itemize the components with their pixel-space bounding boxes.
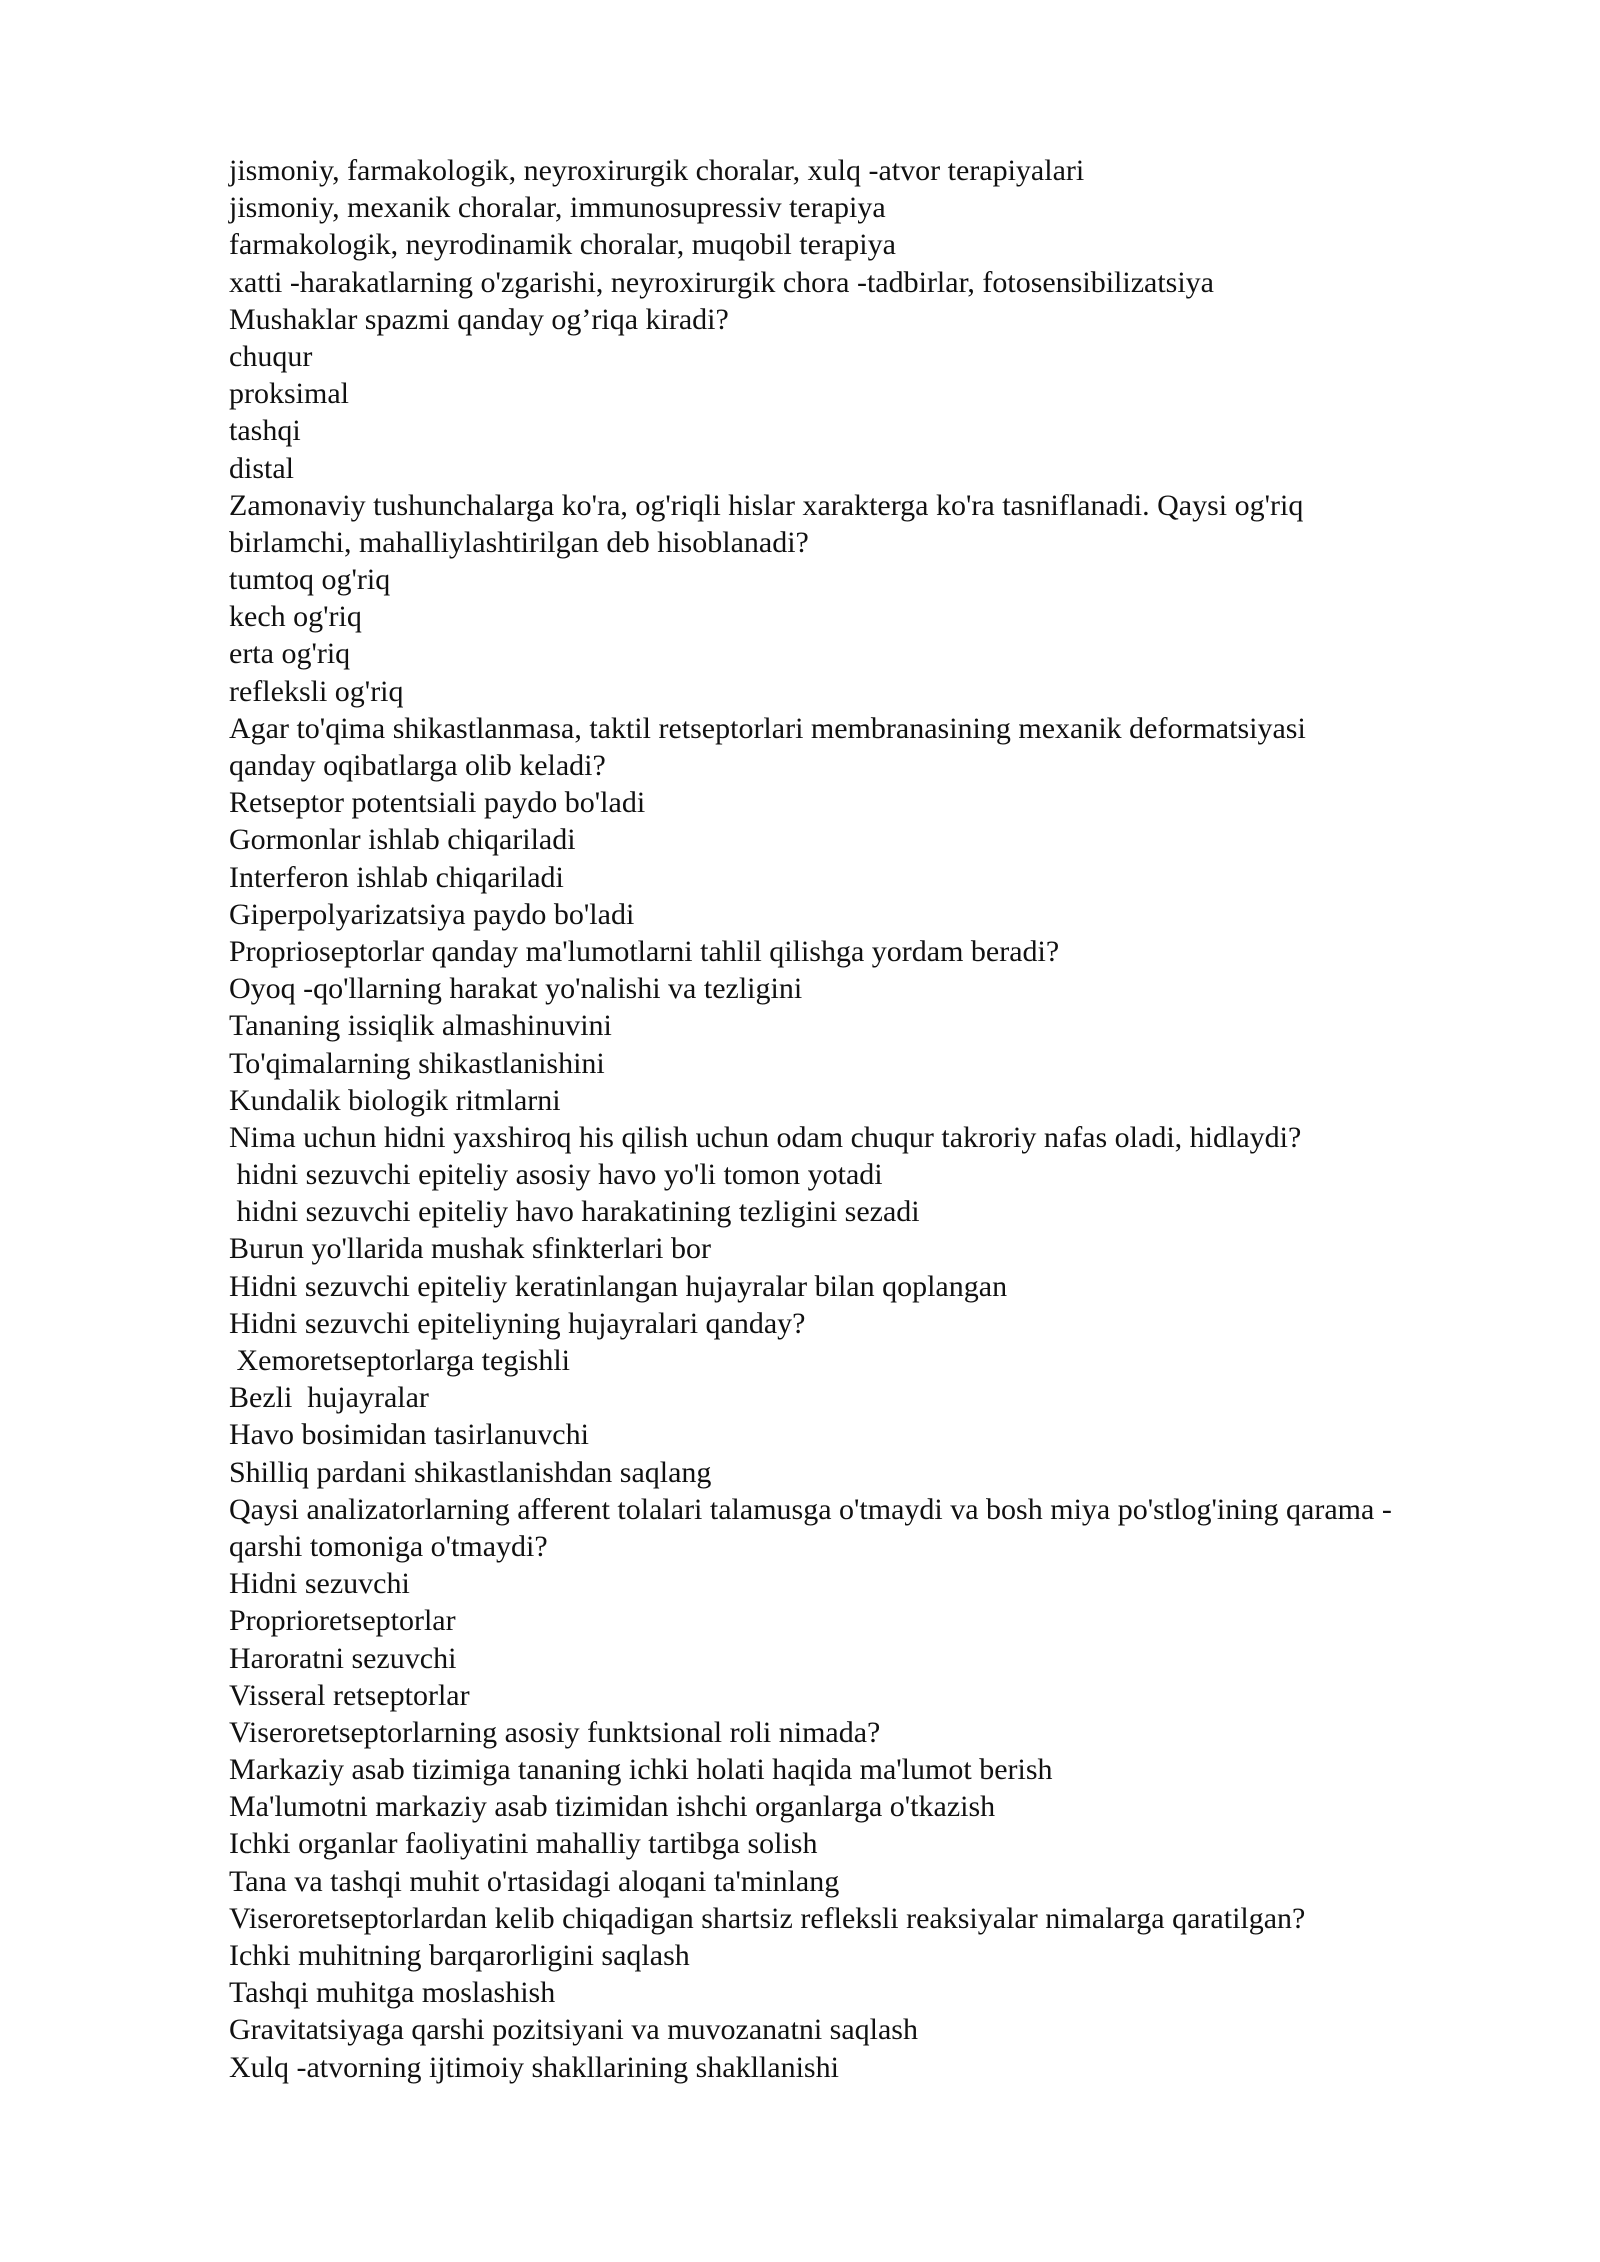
text-line: Retseptor potentsiali paydo bo'ladi [229,786,646,820]
text-line: jismoniy, farmakologik, neyroxirurgik choralar, xulq -atvor terapiyalari [229,154,1085,187]
text-line: Gormonlar ishlab chiqariladi [229,823,576,857]
text-line: Oyoq -qo'llarning harakat yo'nalishi va tezligini [229,972,803,1006]
text-line: Zamonaviy tushunchalarga ko'ra, og'riqli hislar xarakterga ko'ra tasniflanadi. Qaysi og'riq [229,488,1304,522]
text-line: tumtoq og'riq [229,563,391,597]
text-line: distal [229,451,294,485]
text-line: Bezli hujayralar [229,1381,429,1415]
text-line: jismoniy, mexanik choralar, immunosupressiv terapiya [229,191,886,225]
text-line: Markaziy asab tizimiga tananing ichki holati haqida ma'lumot berish [229,1753,1053,1787]
text-line: Viseroretseptorlarning asosiy funktsional roli nimada? [229,1715,881,1749]
text-line: Tashqi muhitga moslashish [229,1976,556,2010]
text-line: kech og'riq [229,600,362,634]
text-line: Havo bosimidan tasirlanuvchi [229,1418,589,1452]
text-line: farmakologik, neyrodinamik choralar, muqobil terapiya [229,228,896,262]
text-line: birlamchi, mahalliylashtirilgan deb hisoblanadi? [229,525,809,559]
text-line: Xulq -atvorning ijtimoiy shakllarining shakllanishi [229,2050,839,2084]
text-line: Ma'lumotni markaziy asab tizimidan ishchi organlarga o'tkazish [229,1790,996,1824]
text-line: Burun yo'llarida mushak sfinkterlari bor [229,1232,711,1266]
text-line: Xemoretseptorlarga tegishli [229,1344,571,1377]
text-line: Qaysi analizatorlarning afferent tolalari talamusga o'tmaydi va bosh miya po'stlog'ining qarama - [229,1492,1392,1526]
text-line: Shilliq pardani shikastlanishdan saqlang [229,1455,712,1489]
text-line: Giperpolyarizatsiya paydo bo'ladi [229,897,635,931]
text-line: Viseroretseptorlardan kelib chiqadigan shartsiz refleksli reaksiyalar nimalarga qaratilgan? [229,1901,1306,1935]
text-line: Nima uchun hidni yaxshiroq his qilish uchun odam chuqur takroriy nafas oladi, hidlaydi? [229,1120,1302,1154]
text-line: Mushaklar spazmi qanday og’riqa kiradi? [229,302,729,336]
text-line: tashqi [229,414,301,448]
text-line: erta og'riq [229,637,351,671]
text-line: Tananing issiqlik almashinuvini [229,1009,612,1043]
text-line: Tana va tashqi muhit o'rtasidagi aloqani ta'minlang [229,1864,840,1898]
text-line: proksimal [229,377,349,411]
text-line: qanday oqibatlarga olib keladi? [229,749,606,782]
text-line: hidni sezuvchi epiteliy havo harakatining tezligini sezadi [229,1195,920,1229]
text-line: Kundalik biologik ritmlarni [229,1083,561,1117]
text-line: refleksli og'riq [229,674,404,708]
text-line: Proprioretseptorlar [229,1604,456,1638]
text-line: Visseral retseptorlar [229,1678,470,1712]
text-line: Proprioseptorlar qanday ma'lumotlarni tahlil qilishga yordam beradi? [229,934,1060,968]
text-line: qarshi tomoniga o'tmaydi? [229,1529,548,1563]
text-line: Hidni sezuvchi epiteliyning hujayralari qanday? [229,1306,806,1340]
text-line: Ichki muhitning barqarorligini saqlash [229,1939,690,1972]
text-line: Haroratni sezuvchi [229,1641,457,1675]
text-line: Ichki organlar faoliyatini mahalliy tartibga solish [229,1827,818,1861]
text-line: Agar to'qima shikastlanmasa, taktil retseptorlari membranasining mexanik deformatsiyasi [229,711,1306,745]
text-line: Hidni sezuvchi [229,1567,410,1601]
text-line: Interferon ishlab chiqariladi [229,860,564,894]
text-line: xatti -harakatlarning o'zgarishi, neyroxirurgik chora -tadbirlar, fotosensibilizatsiya [229,265,1214,299]
document-text [229,152,1529,2086]
text-line: Gravitatsiyaga qarshi pozitsiyani va muvozanatni saqlash [229,2013,918,2047]
text-line: To'qimalarning shikastlanishini [229,1046,605,1080]
text-line: chuqur [229,339,313,373]
text-line: hidni sezuvchi epiteliy asosiy havo yo'li tomon yotadi [229,1158,883,1192]
text-line: Hidni sezuvchi epiteliy keratinlangan hujayralar bilan qoplangan [229,1269,1008,1303]
